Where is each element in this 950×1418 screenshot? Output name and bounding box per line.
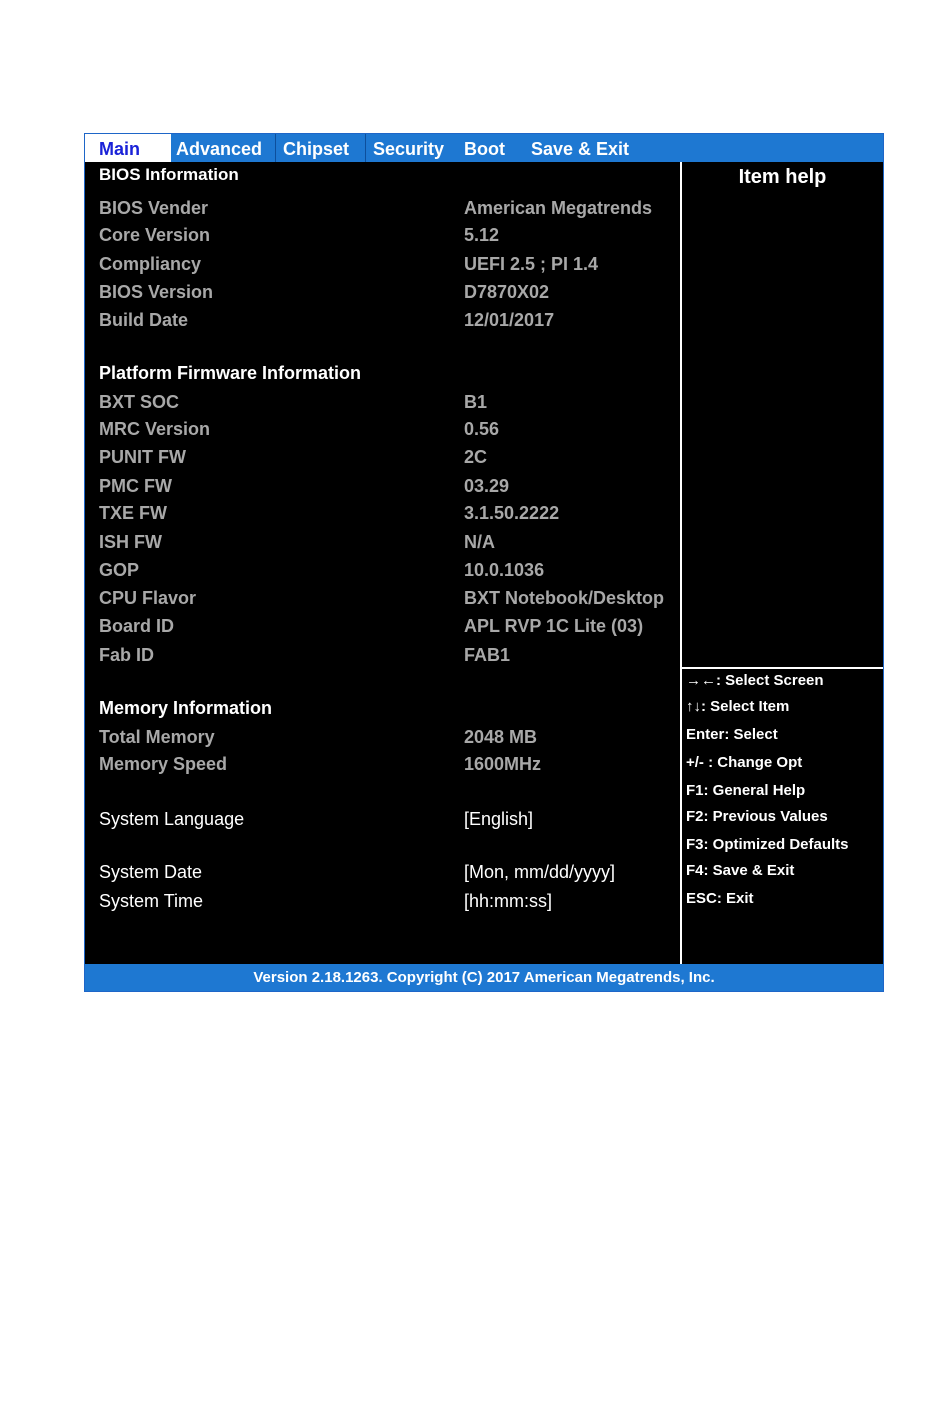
row-value: 2048 MB xyxy=(464,727,538,747)
row-value: 12/01/2017 xyxy=(464,310,555,330)
info-row-total-memory xyxy=(99,727,679,749)
key-previous-values: F2: Previous Values xyxy=(686,808,828,825)
time-field[interactable]: [hh:mm:ss] xyxy=(464,891,553,911)
row-label: Total Memory xyxy=(99,727,215,747)
row-label: MRC Version xyxy=(99,419,211,439)
row-value: UEFI 2.5 ; PI 1.4 xyxy=(464,254,599,274)
info-row-memory-speed xyxy=(99,754,679,776)
memory-info-heading xyxy=(99,698,679,720)
tab-boot[interactable]: Boot xyxy=(464,139,505,159)
section-title: Platform Firmware Information xyxy=(99,363,362,383)
row-label: PUNIT FW xyxy=(99,447,186,467)
row-label: Fab ID xyxy=(99,645,155,665)
tab-save-exit[interactable]: Save & Exit xyxy=(531,139,630,159)
platform-info-heading xyxy=(99,363,679,385)
section-title: BIOS Information xyxy=(99,165,239,184)
key-save-exit: F4: Save & Exit xyxy=(686,862,795,879)
setting-system-language[interactable] xyxy=(99,809,679,831)
key-change-opt: +/- : Change Opt xyxy=(686,754,803,771)
info-row-bios-version xyxy=(99,282,679,304)
section-title: Memory Information xyxy=(99,698,273,718)
row-label: TXE FW xyxy=(99,503,167,523)
setting-label: System Date xyxy=(99,862,203,882)
row-label: CPU Flavor xyxy=(99,588,197,608)
info-row-build-date xyxy=(99,310,679,332)
row-label: ISH FW xyxy=(99,532,162,552)
key-enter-select: Enter: Select xyxy=(686,726,778,743)
row-label: Board ID xyxy=(99,616,175,636)
row-value: 3.1.50.2222 xyxy=(464,503,560,523)
info-row-bios-vender xyxy=(99,198,679,220)
row-label: PMC FW xyxy=(99,476,172,496)
key-select-item: ↑↓: Select Item xyxy=(686,698,790,715)
key-optimized-defaults: F3: Optimized Defaults xyxy=(686,836,849,853)
date-field[interactable]: [Mon, mm/dd/yyyy] xyxy=(464,862,616,882)
bios-setup-window xyxy=(84,133,884,992)
setting-system-date[interactable] xyxy=(99,862,679,884)
tab-chipset[interactable]: Chipset xyxy=(283,139,350,159)
row-value: 1600MHz xyxy=(464,754,542,774)
row-label: GOP xyxy=(99,560,140,580)
info-row-fab-id xyxy=(99,645,679,667)
info-row-core-version xyxy=(99,225,679,247)
info-row-board-id xyxy=(99,616,679,638)
row-value: B1 xyxy=(464,392,488,412)
main-panel xyxy=(85,162,680,964)
row-label: Core Version xyxy=(99,225,211,245)
key-select-screen: →←: Select Screen xyxy=(686,672,824,689)
language-select[interactable]: [English] xyxy=(464,809,534,829)
row-label: Build Date xyxy=(99,310,189,330)
info-row-ish-fw xyxy=(99,532,679,554)
tab-separator xyxy=(275,134,276,162)
info-row-cpu-flavor xyxy=(99,588,679,610)
row-label: BIOS Vender xyxy=(99,198,209,218)
row-value: 2C xyxy=(464,447,488,467)
row-value: 10.0.1036 xyxy=(464,560,545,580)
tab-separator xyxy=(365,134,366,162)
row-label: BIOS Version xyxy=(99,282,214,302)
version-footer: Version 2.18.1263. Copyright (C) 2017 American Megatrends, Inc. xyxy=(85,964,883,991)
row-value: FAB1 xyxy=(464,645,511,665)
menu-bar xyxy=(85,134,883,162)
key-general-help: F1: General Help xyxy=(686,782,806,799)
info-row-mrc-version xyxy=(99,419,679,441)
row-value: BXT Notebook/Desktop xyxy=(464,588,665,608)
row-value: 0.56 xyxy=(464,419,500,439)
row-value: 03.29 xyxy=(464,476,510,496)
info-row-punit-fw xyxy=(99,447,679,469)
info-row-pmc-fw xyxy=(99,476,679,498)
tab-security[interactable]: Security xyxy=(373,139,445,159)
row-label: Compliancy xyxy=(99,254,202,274)
info-row-gop xyxy=(99,560,679,582)
tab-advanced[interactable]: Advanced xyxy=(176,139,263,159)
item-help-title: Item help xyxy=(738,166,827,188)
key-esc-exit: ESC: Exit xyxy=(686,890,754,907)
row-value: American Megatrends xyxy=(464,198,653,218)
row-value: 5.12 xyxy=(464,225,500,245)
setting-label: System Time xyxy=(99,891,204,911)
row-value: N/A xyxy=(464,532,495,552)
row-value: APL RVP 1C Lite (03) xyxy=(464,616,644,636)
row-label: BXT SOC xyxy=(99,392,180,412)
help-divider xyxy=(682,667,883,669)
row-value: D7870X02 xyxy=(464,282,550,302)
setting-label: System Language xyxy=(99,809,245,829)
row-label: Memory Speed xyxy=(99,754,228,774)
bios-info-heading xyxy=(99,165,679,187)
info-row-bxt-soc xyxy=(99,392,679,414)
tab-main[interactable]: Main xyxy=(85,134,171,162)
setting-system-time[interactable] xyxy=(99,891,679,913)
help-panel xyxy=(682,162,883,964)
info-row-txe-fw xyxy=(99,503,679,525)
info-row-compliancy xyxy=(99,254,679,276)
